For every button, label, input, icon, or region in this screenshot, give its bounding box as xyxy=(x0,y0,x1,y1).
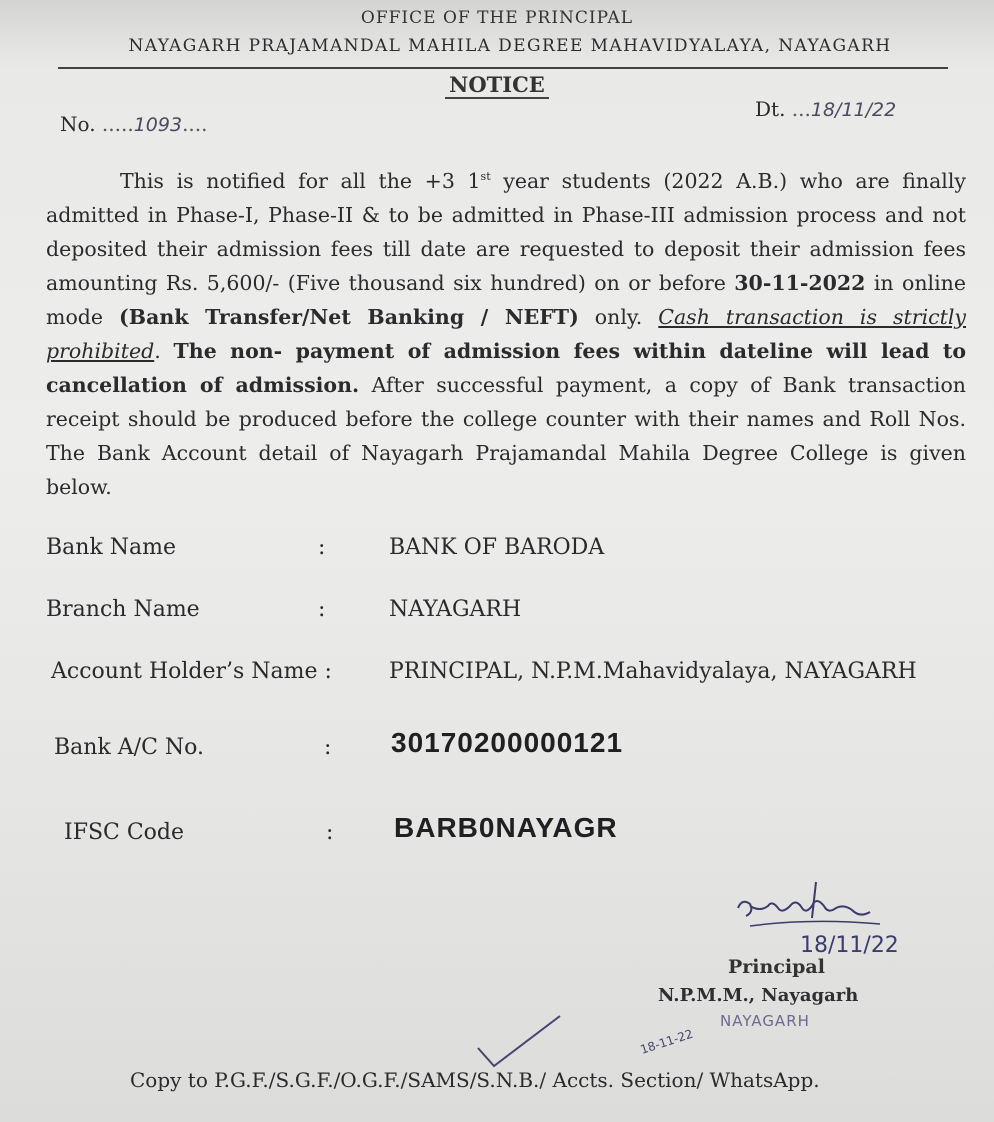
reference-date: Dt. ...18/11/22 xyxy=(755,97,897,121)
bank-name-value: BANK OF BARODA xyxy=(389,535,605,560)
account-holder-label: Account Holder’s Name : xyxy=(51,659,332,684)
heading-underline xyxy=(58,67,948,69)
notice-paragraph: This is notified for all the +3 1st year students (2022 A.B.) who are finally admitted in Phase-I, Phase-II & to be admitted in Phase-III admission process and not deposited their admission fees till date are requested to deposit their admission fees amounting Rs. 5,600/- (Five thousand six hundred) on or before 30-11-2022 in online mode (Bank Transfer/Net Banking / NEFT) only. Cash transaction is strictly prohibited. The non- payment of admission fees within dateline will lead to cancellation of admission. After successful payment, a copy of Bank transaction receipt should be produced before the college counter with their names and Roll Nos. The Bank Account detail of Nayagarh Prajamandal Mahila Degree College is given below. xyxy=(46,168,966,499)
deadline-date: 30-11-2022 xyxy=(734,270,866,295)
bank-name-label: Bank Name xyxy=(46,535,177,560)
stamp-text: NAYAGARH xyxy=(720,1012,810,1030)
date-label: Dt. xyxy=(755,97,786,121)
payment-mode: (Bank Transfer/Net Banking / NEFT) xyxy=(119,304,579,329)
notice-body xyxy=(46,160,966,504)
stamp-date: 18-11-22 xyxy=(638,1026,695,1057)
college-name: NAYAGARH PRAJAMANDAL MAHILA DEGREE MAHAVIDYALAYA, NAYAGARH xyxy=(128,36,892,56)
account-number-label: Bank A/C No. xyxy=(54,735,205,760)
ifsc-value: BARB0NAYAGR xyxy=(394,812,618,843)
account-number-value: 30170200000121 xyxy=(391,727,624,758)
copy-to-line: Copy to P.G.F./S.G.F./O.G.F./SAMS/S.N.B./ Accts. Section/ WhatsApp. xyxy=(130,1068,820,1092)
signature-date: 18/11/22 xyxy=(800,933,899,958)
office-heading: OFFICE OF THE PRINCIPAL xyxy=(360,8,634,28)
no-value: 1093 xyxy=(133,114,183,136)
ifsc-label: IFSC Code xyxy=(64,820,185,845)
cash-prohibited-note: Cash transaction is strictly prohibited xyxy=(46,304,966,363)
branch-name-value: NAYAGARH xyxy=(389,597,522,622)
cancellation-warning: The non- payment of admission fees within dateline will lead to cancellation of admission. xyxy=(46,338,966,397)
no-label: No. xyxy=(60,112,96,136)
notice-title: NOTICE xyxy=(445,72,549,99)
branch-name-label: Branch Name xyxy=(46,597,200,622)
notice-document: OFFICE OF THE PRINCIPAL NAYAGARH PRAJAMANDAL MAHILA DEGREE MAHAVIDYALAYA, NAYAGARH NOTICE No. .....1093.... Dt. ...18/11/22 This is notified for all the +3 1st year students (2022 A.B.) who are finally admitted in Phase-I, Phase-II & to be admitted in Phase-III admission process and not deposited their admission fees till date are requested to deposit their admission fees amounting Rs. 5,600/- (Five thousand six hundred) on or before 30-11-2022 in online mode (Bank Transfer/Net Banking / NEFT) only. Cash transaction is strictly prohibited. The non- payment of admission fees within dateline will lead to cancellation of admission. After successful payment, a copy of Bank transaction receipt should be produced before the college counter with their names and Roll Nos. The Bank Account detail of Nayagarh Prajamandal Mahila Degree College is given below. Bank Name : BANK OF BARODA Branch Name : NAYAGARH Account Holder’s Name : PRINCIPAL, N.P.M.Mahavidyalaya, NAYAGARH Bank A/C No. : 30170200000121 IFSC Code : BARB0NAYAGR 18/11/22 Principal N.P.M.M., Nayagarh NAYAGARH 18-11-22 Copy to P.G.F./S.G.F./O.G.F./SAMS/S.N.B./ Accts. Section/ WhatsApp. xyxy=(0,0,994,1122)
account-holder-value: PRINCIPAL, N.P.M.Mahavidyalaya, NAYAGARH xyxy=(389,659,917,684)
notice-title-wrap xyxy=(0,72,994,97)
principal-designation: Principal xyxy=(728,956,825,978)
date-value: 18/11/22 xyxy=(810,99,897,121)
institution-name: N.P.M.M., Nayagarh xyxy=(658,985,859,1006)
reference-number: No. .....1093.... xyxy=(60,112,208,136)
principal-signature xyxy=(720,878,940,968)
